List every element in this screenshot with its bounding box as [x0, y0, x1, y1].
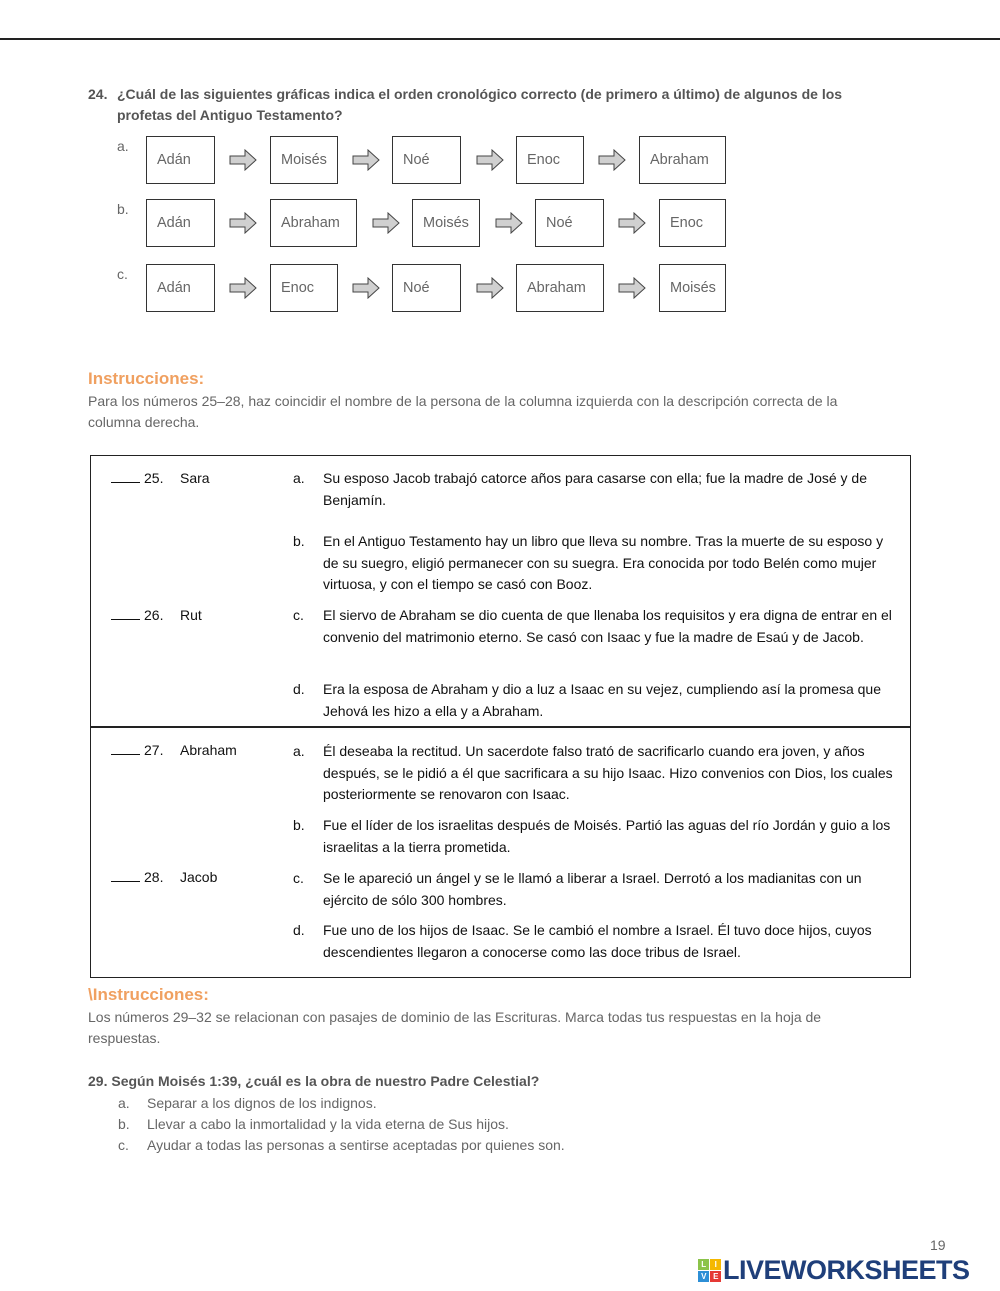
prophet-box: Abraham: [639, 136, 726, 184]
top-rule: [0, 38, 1000, 40]
prophet-box: Enoc: [516, 136, 584, 184]
instructions-heading: Instrucciones:: [88, 369, 205, 388]
answer-blank[interactable]: [111, 754, 140, 755]
arrow-right-icon: [229, 149, 257, 171]
arrow-right-icon: [352, 149, 380, 171]
q24-text: ¿Cuál de las siguientes gráficas indica el orden cronológico correcto (de primero a último) de algunos de los profetas del Antiguo Testamento?: [117, 86, 843, 123]
description: d. Era la esposa de Abraham y dio a luz a Isaac en su vejez, cumpliendo así la promesa que Jehová les hizo a ella y a Abraham.: [293, 681, 881, 719]
match-item-25: 25. Sara: [111, 470, 210, 486]
prophet-box: Noé: [392, 136, 461, 184]
description: c. El siervo de Abraham se dio cuenta de que llenaba los requisitos y era digna de entrar en el convenio del matrimonio eterno. Se casó con Isaac y fue la madre de Esaú y de Jacob.: [293, 607, 892, 645]
description: a. Su esposo Jacob trabajó catorce años para casarse con ella; fue la madre de José y de Benjamín.: [293, 470, 867, 508]
q24-option-label[interactable]: a.: [117, 138, 129, 154]
description: c. Se le apareció un ángel y se le llamó a liberar a Israel. Derrotó a los madianitas con un ejército de sólo 300 hombres.: [293, 870, 862, 908]
arrow-right-icon: [229, 212, 257, 234]
description: b. Fue el líder de los israelitas después de Moisés. Partió las aguas del río Jordán y guio a los israelitas a la tierra prometida.: [293, 817, 891, 855]
arrow-right-icon: [372, 212, 400, 234]
prophet-box: Enoc: [270, 264, 338, 312]
logo-tiles-icon: L I V E: [698, 1259, 721, 1282]
prophet-box: Abraham: [516, 264, 604, 312]
q24-option-label[interactable]: c.: [117, 266, 128, 282]
match-item-27: 27. Abraham: [111, 742, 237, 758]
arrow-right-icon: [229, 277, 257, 299]
description: a. Él deseaba la rectitud. Un sacerdote falso trató de sacrificarlo cuando era joven, y años después, se le pidió a él que sacrificara a su hijo Isaac. Hizo convenios con Dios, los cuales posteriormente se renovaron con Isaac.: [293, 743, 893, 802]
q29-option-c[interactable]: c. Ayudar a todas las personas a sentirse aceptadas por quienes son.: [118, 1137, 565, 1153]
q24-option-label[interactable]: b.: [117, 201, 129, 217]
q24-number: 24.: [88, 86, 108, 102]
answer-blank[interactable]: [111, 881, 140, 882]
prophet-box: Moisés: [659, 264, 726, 312]
instructions-heading-2: \Instrucciones:: [88, 985, 209, 1004]
arrow-right-icon: [476, 277, 504, 299]
prophet-box: Moisés: [412, 199, 480, 247]
match-item-26: 26. Rut: [111, 607, 202, 623]
answer-blank[interactable]: [111, 619, 140, 620]
q29-option-a[interactable]: a. Separar a los dignos de los indignos.: [118, 1095, 377, 1111]
arrow-right-icon: [476, 149, 504, 171]
q29-text: 29. Según Moisés 1:39, ¿cuál es la obra de nuestro Padre Celestial?: [88, 1073, 540, 1089]
arrow-right-icon: [352, 277, 380, 299]
prophet-box: Abraham: [270, 199, 357, 247]
prophet-box: Adán: [146, 264, 215, 312]
arrow-right-icon: [495, 212, 523, 234]
prophet-box: Adán: [146, 199, 215, 247]
prophet-box: Moisés: [270, 136, 338, 184]
description: b. En el Antiguo Testamento hay un libro que lleva su nombre. Tras la muerte de su esposo y de su suegro, eligió permanecer con su suegra. Era conocida por todo Belén como mujer virtuosa, y con el tiempo se casó con Booz.: [293, 533, 884, 592]
prophet-box: Noé: [392, 264, 461, 312]
table-divider: [90, 726, 911, 728]
arrow-right-icon: [598, 149, 626, 171]
prophet-box: Noé: [535, 199, 604, 247]
answer-blank[interactable]: [111, 482, 140, 483]
description: d. Fue uno de los hijos de Isaac. Se le cambió el nombre a Israel. Él tuvo doce hijos, cuyos descendientes llegaron a conocerse como las doce tribus de Israel.: [293, 922, 872, 960]
liveworksheets-logo: L I V E LIVEWORKSHEETS: [698, 1255, 970, 1286]
q29-option-b[interactable]: b. Llevar a cabo la inmortalidad y la vida eterna de Sus hijos.: [118, 1116, 509, 1132]
instructions-text: Para los números 25–28, haz coincidir el nombre de la persona de la columna izquierda con la descripción correcta de la columna derecha.: [88, 393, 838, 430]
arrow-right-icon: [618, 212, 646, 234]
instructions-text-2: Los números 29–32 se relacionan con pasajes de dominio de las Escrituras. Marca todas tus respuestas en la hoja de respuestas.: [88, 1009, 822, 1046]
page-number: 19: [930, 1237, 946, 1253]
prophet-box: Enoc: [659, 199, 726, 247]
match-item-28: 28. Jacob: [111, 869, 217, 885]
arrow-right-icon: [618, 277, 646, 299]
prophet-box: Adán: [146, 136, 215, 184]
